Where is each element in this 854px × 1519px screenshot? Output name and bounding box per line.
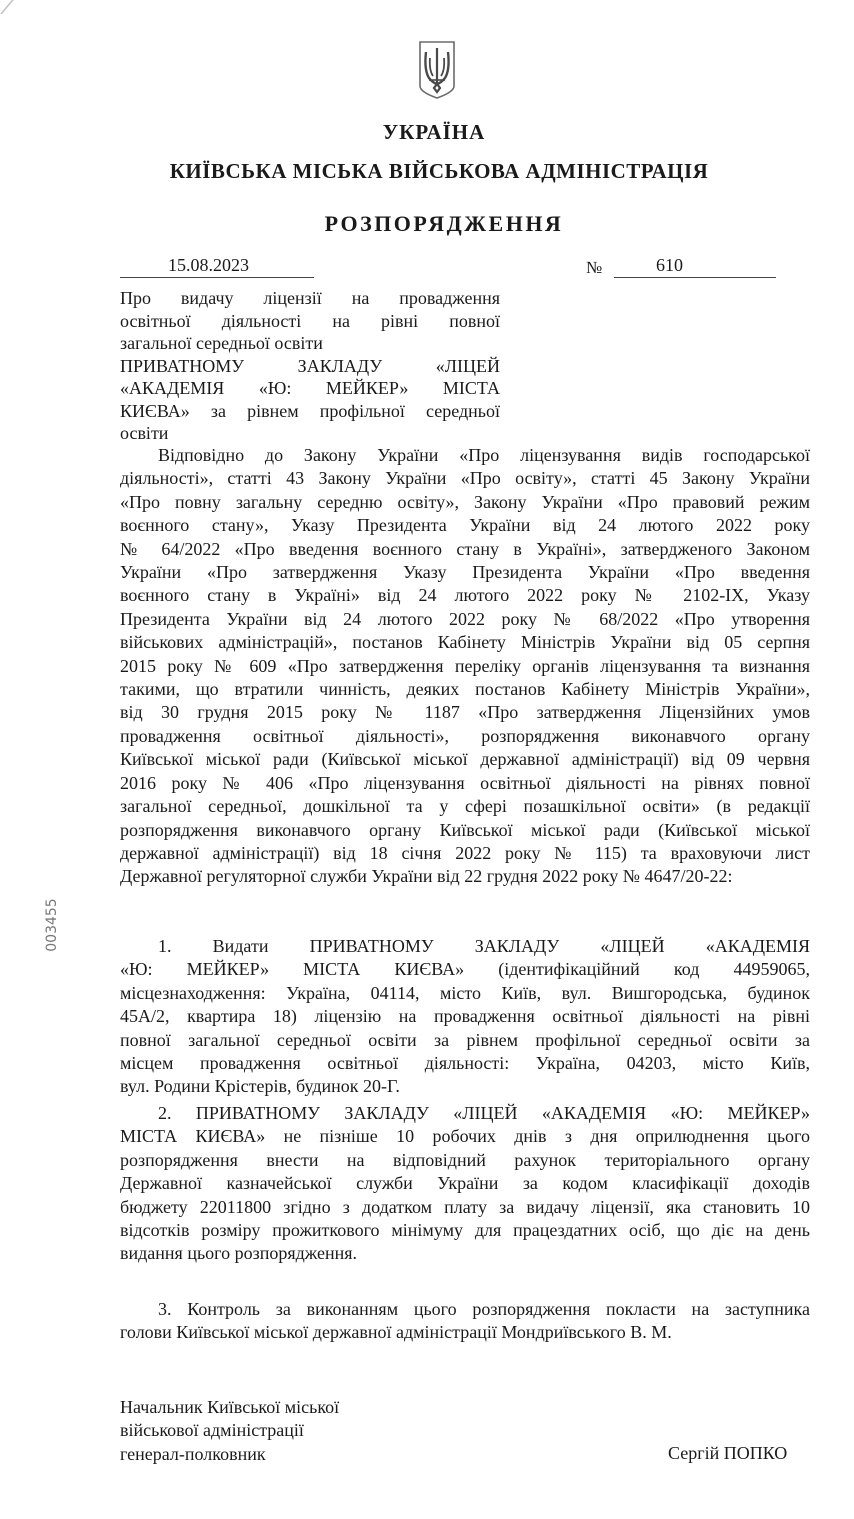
item-line: вул. Родини Крістерів, будинок 20-Г. (120, 1076, 400, 1097)
preamble-line: загальної середньої, дошкільної та у сфері позашкільної освіти» (в редакції (120, 796, 810, 817)
document-date-field (120, 255, 314, 278)
item-line: голови Київської міської державної адміністрації Мондриївського В. М. (120, 1322, 672, 1343)
preamble-line: Державної регуляторної служби України від 22 грудня 2022 року № 4647/20-22: (120, 866, 733, 887)
item-line: відсотків розміру прожиткового мінімуму для працездатних осіб, що діє на день (120, 1220, 810, 1241)
item-line: видання цього розпорядження. (120, 1243, 358, 1264)
preamble-line: провадження освітньої діяльності», розпорядження виконавчого органу (120, 725, 810, 746)
preamble-line: Відповідно до Закону України «Про ліцензування видів господарської (158, 445, 810, 465)
subject-line: ПРИВАТНОМУ ЗАКЛАДУ «ЛІЦЕЙ (120, 355, 500, 376)
preamble-line: Київської міської ради (Київської міської державної адміністрації) від 09 червня (120, 749, 810, 770)
margin-stamp-number: 003455 (44, 898, 60, 952)
preamble-line: діяльності», статті 43 Закону України «Про освіту», статті 45 Закону України (120, 468, 810, 489)
item-line: 2. ПРИВАТНОМУ ЗАКЛАДУ «ЛІЦЕЙ «АКАДЕМІЯ «Ю: МЕЙКЕР» (158, 1103, 810, 1123)
position-line: генерал-полковник (120, 1443, 266, 1464)
order-item-1 (120, 935, 810, 1099)
order-item-3 (120, 1298, 810, 1345)
document-number-field (614, 255, 776, 278)
signatory-position (120, 1396, 339, 1466)
item-line: «Ю: МЕЙКЕР» МІСТА КИЄВА» (ідентифікаційний код 44959065, (120, 959, 810, 980)
position-line: військової адміністрації (120, 1420, 304, 1441)
subject-line: освітньої діяльності на рівні повної (120, 310, 500, 331)
document-number: 610 (656, 255, 683, 275)
item-line: 1. Видати ПРИВАТНОМУ ЗАКЛАДУ «ЛІЦЕЙ «АКАДЕМІЯ (158, 936, 810, 956)
document-subject (120, 287, 500, 445)
document-date: 15.08.2023 (168, 255, 249, 275)
country-heading: УКРАЇНА (382, 120, 486, 144)
item-line: місцем провадження освітньої діяльності: Україна, 04203, місто Київ, (120, 1053, 810, 1074)
signatory-name: Сергій ПОПКО (668, 1443, 788, 1463)
item-line: розпорядження внести на відповідний рахунок територіального органу (120, 1149, 810, 1170)
preamble-line: 2015 року № 609 «Про затвердження переліку органів ліцензування та визнання (120, 655, 810, 676)
trident-coat-of-arms-icon (417, 40, 457, 100)
item-line: бюджету 22011800 згідно з додатком плату за видачу ліцензії, яка становить 10 (120, 1196, 810, 1217)
preamble-line: «Про повну загальну середню освіту», Закону України «Про правовий режим (120, 491, 810, 512)
preamble-line: 2016 року № 406 «Про ліцензування освітньої діяльності на рівнях повної (120, 772, 810, 793)
item-line: місцезнаходження: Україна, 04114, місто Київ, вул. Вишгородська, будинок (120, 982, 810, 1003)
position-line: Начальник Київської міської (120, 1397, 340, 1417)
preamble-line: такими, що втратили чинність, деяких постанов Кабінету Міністрів України», (120, 679, 810, 700)
subject-line: освіти (120, 423, 169, 443)
order-item-2 (120, 1102, 810, 1266)
preamble-line: України «Про затвердження Указу Президента України «Про введення (120, 562, 810, 583)
item-line: повної загальної середньої освіти за рівнем профільної середньої освіти за (120, 1029, 810, 1050)
preamble-paragraph (120, 444, 810, 889)
preamble-line: розпорядження виконавчого органу Київської міської ради (Київської міської (120, 819, 810, 840)
preamble-line: воєнного стану в Україні» від 24 лютого 2022 року № 2102-IX, Указу (120, 585, 810, 606)
document-type-heading: РОЗПОРЯДЖЕННЯ (324, 211, 564, 236)
preamble-line: воєнного стану», Указу Президента України від 24 лютого 2022 року (120, 515, 810, 536)
preamble-line: військових адміністрацій», постанов Кабінету Міністрів України від 05 серпня (120, 632, 810, 653)
subject-line: КИЄВА» за рівнем профільної середньої (120, 400, 500, 421)
scan-corner-mark (0, 0, 28, 14)
item-line: 3. Контроль за виконанням цього розпорядження покласти на заступника (158, 1299, 810, 1319)
preamble-line: № 64/2022 «Про введення воєнного стану в Україні», затвердженого Законом (120, 538, 810, 559)
preamble-line: Президента України від 24 лютого 2022 року № 68/2022 «Про утворення (120, 608, 810, 629)
subject-line: Про видачу ліцензії на провадження (120, 288, 500, 308)
item-line: Державної казначейської служби України за кодом класифікації доходів (120, 1173, 810, 1194)
preamble-line: державної адміністрації) від 18 січня 2022 року № 115) та враховуючи лист (120, 842, 810, 863)
preamble-line: від 30 грудня 2015 року № 1187 «Про затвердження Ліцензійних умов (120, 702, 810, 723)
number-sign: № (586, 258, 603, 277)
subject-line: «АКАДЕМІЯ «Ю: МЕЙКЕР» МІСТА (120, 378, 500, 398)
item-line: МІСТА КИЄВА» не пізніше 10 робочих днів з дня оприлюднення цього (120, 1126, 810, 1147)
item-line: 45А/2, квартира 18) ліцензію на провадження освітньої діяльності на рівні (120, 1006, 810, 1027)
subject-line: загальної середньої освіти (120, 333, 323, 353)
organization-heading: КИЇВСЬКА МІСЬКА ВІЙСЬКОВА АДМІНІСТРАЦІЯ (169, 159, 709, 183)
